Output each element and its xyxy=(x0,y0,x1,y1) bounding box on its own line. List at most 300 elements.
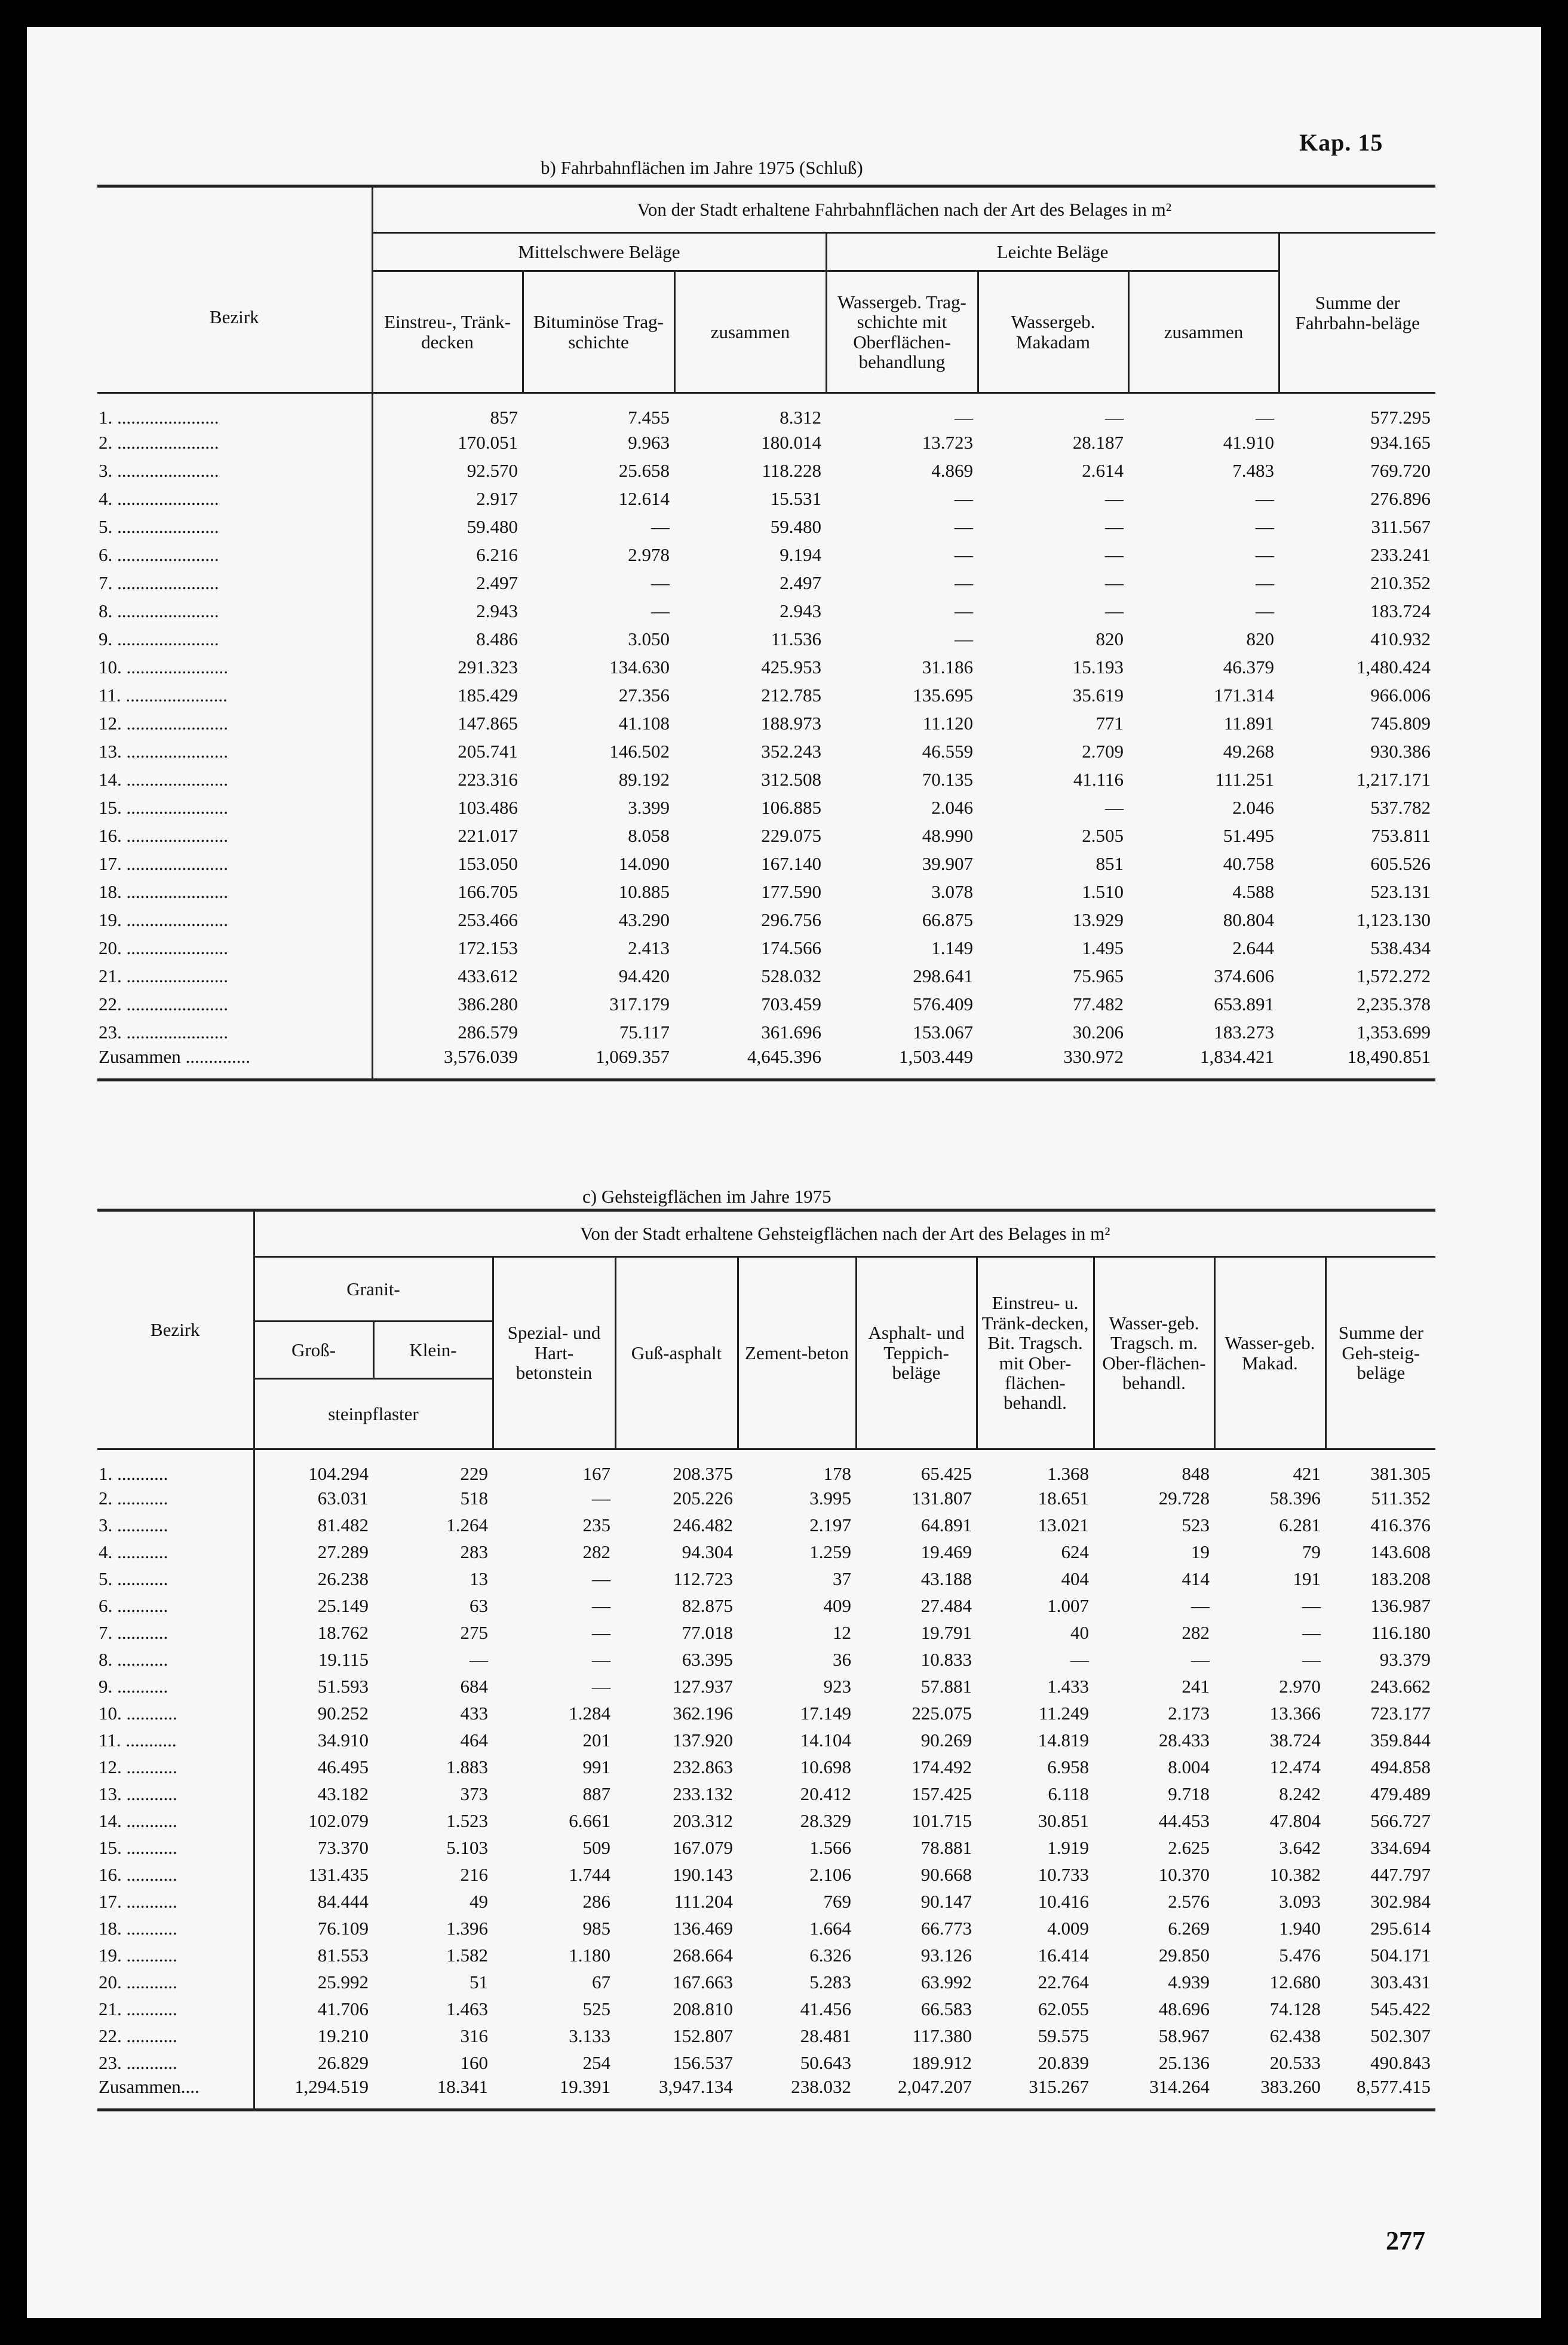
cell-value: 20.533 xyxy=(1269,2052,1321,2073)
cell-value: 25.992 xyxy=(254,1969,373,1995)
row-label: 4. ...................... xyxy=(99,488,219,509)
cell-value: 2.614 xyxy=(1082,459,1124,481)
cell-value: — xyxy=(955,628,973,649)
cell-value: — xyxy=(1105,600,1124,621)
table-c-col-wassergeb-tragsch: Wasser-geb. Tragsch. m. Ober-flächen-behandl. xyxy=(1094,1257,1214,1449)
cell-value: 312.508 xyxy=(761,768,821,790)
row-label: 21. ........... xyxy=(99,1998,177,2019)
cell-value: 246.482 xyxy=(673,1514,733,1535)
cell-value: 6.269 xyxy=(1168,1917,1210,1939)
cell-value: 131.807 xyxy=(912,1487,972,1509)
cell-value: 851 xyxy=(1096,853,1124,874)
row-label: 16. ...................... xyxy=(99,824,228,846)
cell-value: — xyxy=(1256,516,1274,537)
cell-value: 73.370 xyxy=(254,1834,373,1861)
cell-value: 205.226 xyxy=(673,1487,733,1509)
cell-value: 19.210 xyxy=(254,2022,373,2049)
cell-value: 479.489 xyxy=(1370,1783,1431,1804)
table-b-group-light: Leichte Beläge xyxy=(826,233,1279,271)
cell-value: 361.696 xyxy=(761,1021,821,1043)
cell-value: 101.715 xyxy=(912,1810,972,1831)
cell-value: 1.664 xyxy=(809,1917,851,1939)
cell-value: 1.396 xyxy=(446,1917,488,1939)
table-b-row-header: Bezirk xyxy=(97,186,372,393)
cell-value: 70.135 xyxy=(922,768,973,790)
cell-value: 2.644 xyxy=(1232,937,1274,958)
cell-value: 8,577.415 xyxy=(1357,2076,1431,2097)
cell-value: 10.382 xyxy=(1269,1863,1321,1885)
table-row xyxy=(97,1646,1435,1673)
table-row xyxy=(97,597,1435,625)
cell-value: 28.187 xyxy=(1072,431,1124,453)
cell-value: 77.018 xyxy=(682,1621,733,1643)
cell-value: 75.117 xyxy=(619,1021,670,1043)
cell-value: 233.241 xyxy=(1370,544,1431,565)
table-row xyxy=(97,1780,1435,1807)
cell-value: 25.149 xyxy=(254,1592,373,1619)
cell-value: 19 xyxy=(1191,1541,1210,1562)
cell-value: 232.863 xyxy=(673,1756,733,1777)
row-label: 20. ........... xyxy=(99,1971,177,1993)
cell-value: 41.116 xyxy=(1073,768,1124,790)
cell-value: 2.943 xyxy=(372,597,523,625)
table-row xyxy=(97,681,1435,709)
cell-value: 11.536 xyxy=(771,628,821,649)
cell-value: 6.118 xyxy=(1048,1783,1089,1804)
cell-value: 229.075 xyxy=(761,824,821,846)
row-label: 7. ........... xyxy=(99,1621,168,1643)
cell-value: 152.807 xyxy=(673,2025,733,2046)
cell-value: 26.829 xyxy=(254,2049,373,2076)
cell-value: 177.590 xyxy=(761,881,821,902)
row-label: 5. ...................... xyxy=(99,516,219,537)
cell-value: 464 xyxy=(460,1729,488,1751)
cell-value: 502.307 xyxy=(1370,2025,1431,2046)
table-c-super-header: Von der Stadt erhaltene Gehsteigflächen nach der Art des Belages in m² xyxy=(254,1210,1435,1257)
table-row xyxy=(97,1888,1435,1915)
cell-value: 157.425 xyxy=(912,1783,972,1804)
cell-value: 14.819 xyxy=(1038,1729,1089,1751)
cell-value: 1.566 xyxy=(809,1837,851,1858)
cell-value: 820 xyxy=(1096,628,1124,649)
cell-value: 225.075 xyxy=(912,1702,972,1724)
table-row xyxy=(97,821,1435,850)
table-row xyxy=(97,625,1435,653)
row-label: 20. ...................... xyxy=(99,937,228,958)
cell-value: 254 xyxy=(582,2052,610,2073)
cell-value: 92.570 xyxy=(372,456,523,485)
cell-value: 116.180 xyxy=(1371,1621,1431,1643)
table-row xyxy=(97,1969,1435,1995)
cell-value: 167 xyxy=(582,1463,610,1484)
cell-value: 286 xyxy=(582,1890,610,1912)
cell-value: 63.992 xyxy=(920,1971,972,1993)
cell-value: 7.483 xyxy=(1232,459,1274,481)
row-label: 4. ........... xyxy=(99,1541,168,1562)
cell-value: 18.651 xyxy=(1038,1487,1089,1509)
cell-value: 81.553 xyxy=(254,1942,373,1969)
cell-value: 930.386 xyxy=(1370,740,1431,762)
cell-value: 769.720 xyxy=(1370,459,1431,481)
cell-value: — xyxy=(1256,600,1274,621)
row-label: 17. ........... xyxy=(99,1890,177,1912)
cell-value: 887 xyxy=(582,1783,610,1804)
cell-value: 296.756 xyxy=(761,909,821,930)
cell-value: 576.409 xyxy=(913,993,973,1014)
cell-value: 59.575 xyxy=(1038,2025,1089,2046)
cell-value: — xyxy=(470,1648,488,1670)
cell-value: 985 xyxy=(582,1917,610,1939)
cell-value: 2.106 xyxy=(809,1863,851,1885)
cell-value: 1.007 xyxy=(1047,1595,1089,1616)
cell-value: — xyxy=(592,1568,610,1589)
cell-value: 81.482 xyxy=(254,1512,373,1538)
cell-value: 15.531 xyxy=(770,488,821,509)
table-row xyxy=(97,793,1435,821)
cell-value: 167.079 xyxy=(673,1837,733,1858)
cell-value: 1,123.130 xyxy=(1357,909,1431,930)
cell-value: 745.809 xyxy=(1370,712,1431,734)
cell-value: 298.641 xyxy=(913,965,973,986)
cell-value: 2.505 xyxy=(1082,824,1124,846)
cell-value: 104.294 xyxy=(254,1449,373,1485)
cell-value: 212.785 xyxy=(761,684,821,706)
cell-value: 13.366 xyxy=(1269,1702,1321,1724)
cell-value: 37 xyxy=(833,1568,851,1589)
page-number: 277 xyxy=(1386,2226,1425,2255)
cell-value: — xyxy=(1256,407,1274,428)
cell-value: 1.919 xyxy=(1047,1837,1089,1858)
row-label: 9. ...................... xyxy=(99,628,219,649)
table-c-col-summe: Summe der Geh-steig-beläge xyxy=(1325,1257,1435,1449)
cell-value: 117.380 xyxy=(912,2025,972,2046)
cell-value: 136.469 xyxy=(673,1917,733,1939)
cell-value: 34.910 xyxy=(254,1727,373,1754)
cell-value: 43.182 xyxy=(254,1780,373,1807)
cell-value: 1,480.424 xyxy=(1357,656,1431,678)
table-row xyxy=(97,765,1435,793)
cell-value: 624 xyxy=(1061,1541,1089,1562)
cell-value: 167.663 xyxy=(673,1971,733,1993)
row-label: 15. ...................... xyxy=(99,796,228,818)
cell-value: 41.108 xyxy=(618,712,670,734)
cell-value: — xyxy=(1105,544,1124,565)
cell-value: 4.939 xyxy=(1168,1971,1210,1993)
cell-value: 160 xyxy=(460,2052,488,2073)
cell-value: 27.484 xyxy=(920,1595,972,1616)
cell-value: 243.662 xyxy=(1370,1675,1431,1697)
cell-value: 291.323 xyxy=(372,653,523,681)
cell-value: 25.658 xyxy=(618,459,670,481)
cell-value: 1.523 xyxy=(446,1810,488,1831)
cell-value: 35.619 xyxy=(1072,684,1124,706)
row-label: 13. ...................... xyxy=(99,740,228,762)
row-label: 6. ........... xyxy=(99,1595,168,1616)
cell-value: — xyxy=(651,516,670,537)
cell-value: 10.416 xyxy=(1038,1890,1089,1912)
cell-value: 1.284 xyxy=(569,1702,610,1724)
cell-value: 8.486 xyxy=(372,625,523,653)
table-row xyxy=(97,906,1435,934)
cell-value: 235 xyxy=(582,1514,610,1535)
cell-value: 2.576 xyxy=(1168,1890,1210,1912)
cell-value: 934.165 xyxy=(1370,431,1431,453)
table-b-title: b) Fahrbahnflächen im Jahre 1975 (Schluß) xyxy=(541,157,863,178)
cell-value: 703.459 xyxy=(761,993,821,1014)
cell-value: 223.316 xyxy=(372,765,523,793)
row-label: 1. ...................... xyxy=(99,407,219,428)
cell-value: — xyxy=(1105,407,1124,428)
cell-value: 10.833 xyxy=(920,1648,972,1670)
cell-value: 286.579 xyxy=(372,1018,523,1046)
cell-value: 528.032 xyxy=(761,965,821,986)
cell-value: 653.891 xyxy=(1214,993,1274,1014)
table-row xyxy=(97,878,1435,906)
cell-value: 1.259 xyxy=(809,1541,851,1562)
cell-value: 47.804 xyxy=(1269,1810,1321,1831)
cell-value: 76.109 xyxy=(254,1915,373,1942)
cell-value: 90.269 xyxy=(920,1729,972,1751)
row-label: 16. ........... xyxy=(99,1863,177,1885)
cell-value: 1,572.272 xyxy=(1357,965,1431,986)
cell-value: — xyxy=(1105,796,1124,818)
cell-value: — xyxy=(1302,1595,1321,1616)
cell-value: 27.356 xyxy=(618,684,670,706)
cell-value: 282 xyxy=(1182,1621,1210,1643)
cell-value: 1.149 xyxy=(931,937,973,958)
cell-value: 4.009 xyxy=(1047,1917,1089,1939)
cell-value: 51.495 xyxy=(1223,824,1274,846)
table-row xyxy=(97,1592,1435,1619)
cell-value: 13.929 xyxy=(1072,909,1124,930)
table-row xyxy=(97,1942,1435,1969)
chapter-label: Kap. 15 xyxy=(1299,129,1383,156)
table-b-col-makadam: Wassergeb. Makadam xyxy=(978,271,1128,393)
row-label: 5. ........... xyxy=(99,1568,168,1589)
cell-value: 2.625 xyxy=(1168,1837,1210,1858)
cell-value: 352.243 xyxy=(761,740,821,762)
cell-value: 143.608 xyxy=(1370,1541,1431,1562)
cell-value: — xyxy=(955,488,973,509)
cell-value: 137.920 xyxy=(673,1729,733,1751)
cell-value: 89.192 xyxy=(618,768,670,790)
cell-value: 135.695 xyxy=(913,684,973,706)
cell-value: 414 xyxy=(1182,1568,1210,1589)
cell-value: 504.171 xyxy=(1370,1944,1431,1966)
cell-value: 316 xyxy=(460,2025,488,2046)
table-row xyxy=(97,1915,1435,1942)
cell-value: 131.435 xyxy=(254,1861,373,1888)
cell-value: 67 xyxy=(592,1971,610,1993)
cell-value: 43.290 xyxy=(618,909,670,930)
cell-value: 386.280 xyxy=(372,990,523,1018)
cell-value: 216 xyxy=(460,1863,488,1885)
cell-value: 2.497 xyxy=(372,569,523,597)
cell-value: 17.149 xyxy=(800,1702,851,1724)
row-label: 19. ...................... xyxy=(99,909,228,930)
cell-value: 93.126 xyxy=(920,1944,972,1966)
row-label: 7. ...................... xyxy=(99,572,219,593)
cell-value: 13.723 xyxy=(922,431,973,453)
row-label: 22. ...................... xyxy=(99,993,228,1014)
cell-value: 51 xyxy=(470,1971,488,1993)
row-label: Zusammen.... xyxy=(99,2076,200,2097)
cell-value: 66.773 xyxy=(920,1917,972,1939)
table-row xyxy=(97,1512,1435,1538)
cell-value: 425.953 xyxy=(761,656,821,678)
table-b-col-zusammen-light: zusammen xyxy=(1128,271,1279,393)
table-row xyxy=(97,709,1435,737)
cell-value: 8.004 xyxy=(1168,1756,1210,1777)
table-row xyxy=(97,1018,1435,1046)
cell-value: 3.995 xyxy=(809,1487,851,1509)
cell-value: 41.456 xyxy=(800,1998,851,2019)
cell-value: 276.896 xyxy=(1370,488,1431,509)
cell-value: 2.970 xyxy=(1279,1675,1321,1697)
cell-value: 374.606 xyxy=(1214,965,1274,986)
cell-value: — xyxy=(1191,1648,1210,1670)
cell-value: — xyxy=(955,600,973,621)
cell-value: 7.455 xyxy=(628,407,670,428)
cell-value: 188.973 xyxy=(761,712,821,734)
document-page xyxy=(27,27,1541,2318)
cell-value: 171.314 xyxy=(1214,684,1274,706)
cell-value: 183.273 xyxy=(1214,1021,1274,1043)
cell-value: 6.326 xyxy=(809,1944,851,1966)
cell-value: 63.031 xyxy=(254,1485,373,1512)
cell-value: 30.851 xyxy=(1038,1810,1089,1831)
cell-value: 19.391 xyxy=(559,2076,610,2097)
cell-value: 3.078 xyxy=(931,881,973,902)
cell-value: 210.352 xyxy=(1370,572,1431,593)
cell-value: 48.990 xyxy=(922,824,973,846)
table-c-steinpflaster-label: steinpflaster xyxy=(254,1379,493,1449)
cell-value: 147.865 xyxy=(372,709,523,737)
cell-value: 41.706 xyxy=(254,1995,373,2022)
table-row xyxy=(97,541,1435,569)
table-row xyxy=(97,1834,1435,1861)
cell-value: 13 xyxy=(470,1568,488,1589)
cell-value: 373 xyxy=(460,1783,488,1804)
row-label: 8. ...................... xyxy=(99,600,219,621)
cell-value: 28.329 xyxy=(800,1810,851,1831)
cell-value: 2,047.207 xyxy=(898,2076,972,2097)
table-c-gehsteigflaechen xyxy=(97,1209,1435,2111)
cell-value: 172.153 xyxy=(372,934,523,962)
cell-value: 90.252 xyxy=(254,1700,373,1727)
cell-value: 233.132 xyxy=(673,1783,733,1804)
cell-value: 359.844 xyxy=(1370,1729,1431,1751)
cell-value: 12 xyxy=(833,1621,851,1643)
cell-value: 923 xyxy=(823,1675,851,1697)
table-b-col-einstreu: Einstreu-, Tränk-decken xyxy=(372,271,523,393)
cell-value: 27.289 xyxy=(254,1538,373,1565)
cell-value: 19.791 xyxy=(920,1621,972,1643)
cell-value: 6.216 xyxy=(372,541,523,569)
cell-value: 46.495 xyxy=(254,1754,373,1780)
cell-value: 12.614 xyxy=(618,488,670,509)
cell-value: 29.850 xyxy=(1158,1944,1210,1966)
cell-value: 753.811 xyxy=(1371,824,1431,846)
row-label: 12. ...................... xyxy=(99,712,228,734)
table-b-super-header: Von der Stadt erhaltene Fahrbahnflächen nach der Art des Belages in m² xyxy=(372,186,1435,233)
cell-value: 523 xyxy=(1182,1514,1210,1535)
table-c-gross-label: Groß- xyxy=(254,1322,373,1379)
table-row xyxy=(97,934,1435,962)
cell-value: 30.206 xyxy=(1072,1021,1124,1043)
cell-value: 383.260 xyxy=(1260,2076,1321,2097)
cell-value: 410.932 xyxy=(1370,628,1431,649)
cell-value: 36 xyxy=(833,1648,851,1670)
cell-value: 10.698 xyxy=(800,1756,851,1777)
cell-value: 302.984 xyxy=(1370,1890,1431,1912)
cell-value: 19.469 xyxy=(920,1541,972,1562)
cell-value: 205.741 xyxy=(372,737,523,765)
table-c-col-gussasphalt: Guß-asphalt xyxy=(615,1257,738,1449)
cell-value: 203.312 xyxy=(673,1810,733,1831)
row-label: 6. ...................... xyxy=(99,544,219,565)
table-c-col-wassergeb-makad: Wasser-geb. Makad. xyxy=(1214,1257,1325,1449)
table-row xyxy=(97,1700,1435,1727)
cell-value: 5.283 xyxy=(809,1971,851,1993)
cell-value: 295.614 xyxy=(1370,1917,1431,1939)
cell-value: 93.379 xyxy=(1379,1648,1431,1670)
table-row xyxy=(97,2049,1435,2076)
cell-value: 433 xyxy=(460,1702,488,1724)
cell-value: 170.051 xyxy=(372,428,523,456)
table-row xyxy=(97,2022,1435,2049)
table-b-fahrbahnflaechen xyxy=(97,185,1435,1081)
table-c-granit-label: Granit- xyxy=(254,1257,493,1322)
table-row xyxy=(97,428,1435,456)
cell-value: 18,490.851 xyxy=(1347,1046,1431,1067)
cell-value: 2.046 xyxy=(931,796,973,818)
cell-value: 14.090 xyxy=(618,853,670,874)
cell-value: 79 xyxy=(1302,1541,1321,1562)
cell-value: 4.588 xyxy=(1232,881,1274,902)
cell-value: — xyxy=(1256,544,1274,565)
cell-value: 10.370 xyxy=(1158,1863,1210,1885)
table-row xyxy=(97,1673,1435,1700)
table-c-col-spezial: Spezial- und Hart-betonstein xyxy=(493,1257,615,1449)
cell-value: 315.267 xyxy=(1029,2076,1089,2097)
row-label: 8. ........... xyxy=(99,1648,168,1670)
cell-value: 46.379 xyxy=(1223,656,1274,678)
cell-value: 11.120 xyxy=(922,712,973,734)
cell-value: — xyxy=(1070,1648,1089,1670)
cell-value: 90.147 xyxy=(920,1890,972,1912)
cell-value: 2.046 xyxy=(1232,796,1274,818)
cell-value: 566.727 xyxy=(1370,1810,1431,1831)
cell-value: 2,235.378 xyxy=(1357,993,1431,1014)
cell-value: 8.058 xyxy=(628,824,670,846)
cell-value: 523.131 xyxy=(1370,881,1431,902)
cell-value: 111.251 xyxy=(1215,768,1274,790)
cell-value: 134.630 xyxy=(609,656,670,678)
cell-value: 9.194 xyxy=(780,544,821,565)
cell-value: 1.582 xyxy=(446,1944,488,1966)
cell-value: 66.875 xyxy=(922,909,973,930)
cell-value: 19.115 xyxy=(254,1646,373,1673)
cell-value: 18.341 xyxy=(437,2076,488,2097)
cell-value: 58.396 xyxy=(1269,1487,1321,1509)
cell-value: 118.228 xyxy=(762,459,821,481)
cell-value: 13.021 xyxy=(1038,1514,1089,1535)
table-row xyxy=(97,850,1435,878)
cell-value: 966.006 xyxy=(1370,684,1431,706)
cell-value: 4,645.396 xyxy=(747,1046,821,1067)
table-row xyxy=(97,1807,1435,1834)
